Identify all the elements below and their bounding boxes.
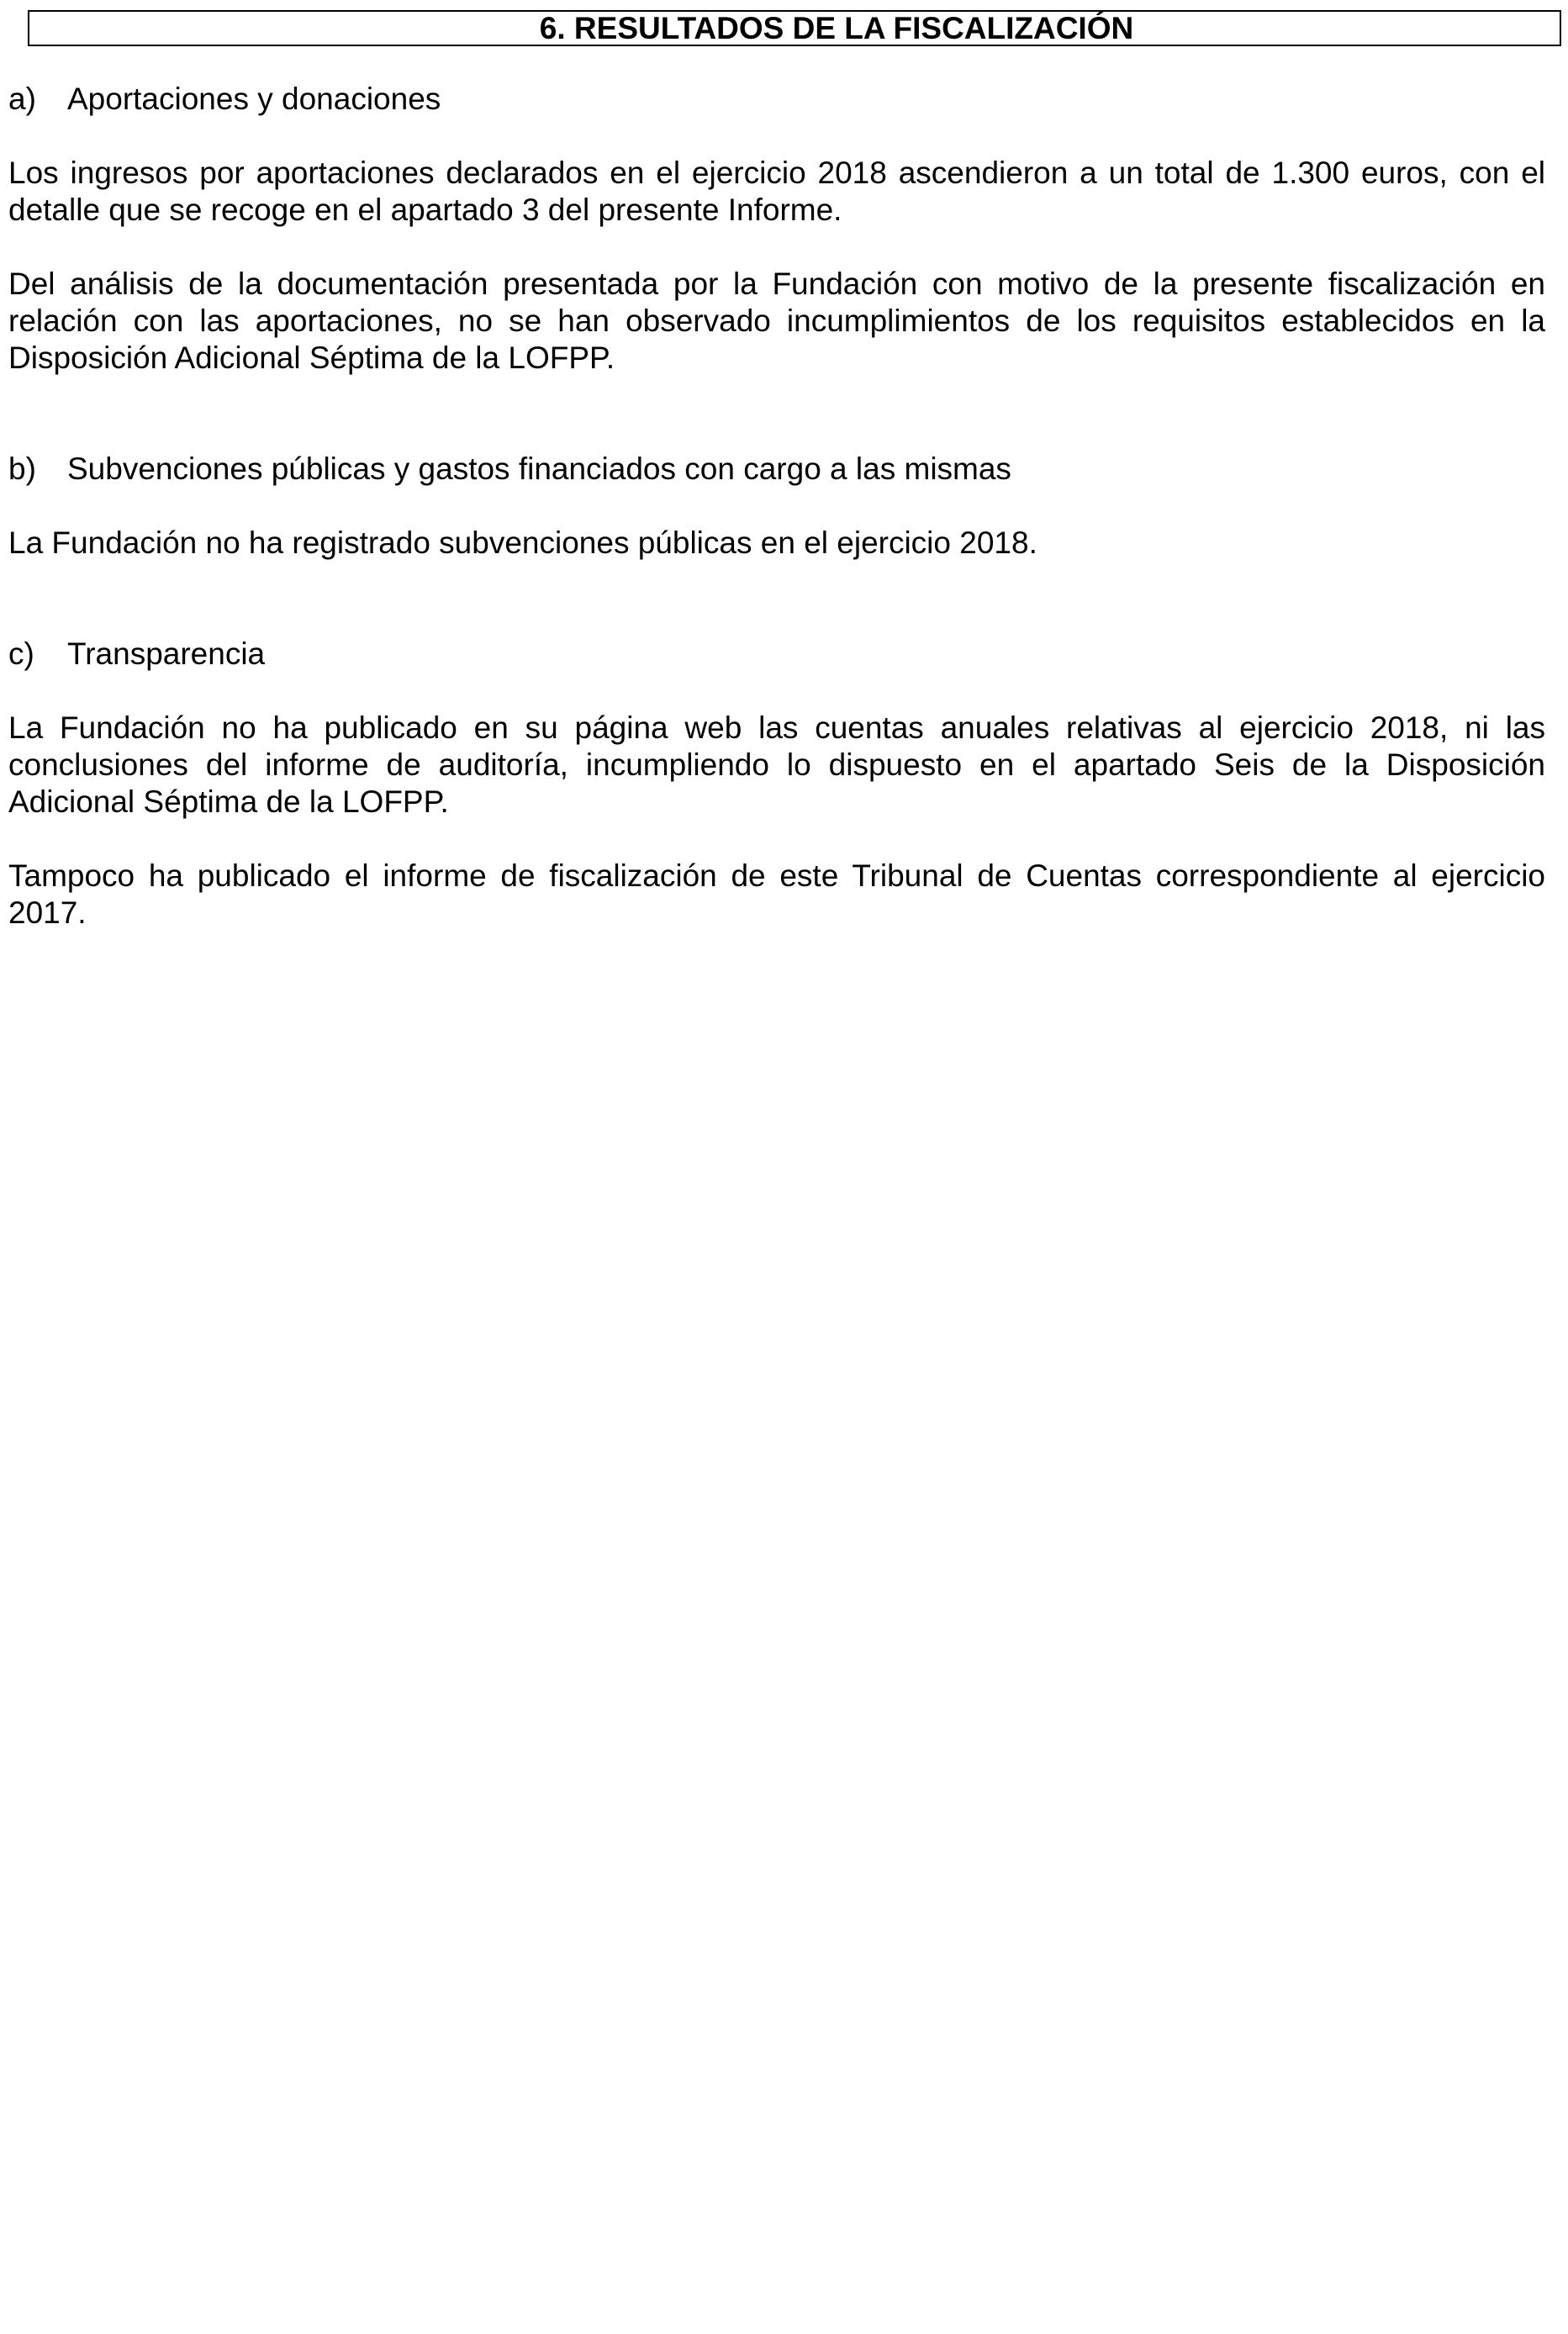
paragraph: Tampoco ha publicado el informe de fiscalización de este Tribunal de Cuentas correspondiente al ejercicio 2017. <box>8 858 1545 930</box>
document-body <box>8 81 1545 932</box>
paragraph: La Fundación no ha registrado subvenciones públicas en el ejercicio 2018. <box>8 525 1037 560</box>
subsection-marker: c) <box>8 636 34 671</box>
subsection-heading-a <box>8 81 1545 118</box>
subsection-title: Aportaciones y donaciones <box>67 82 441 116</box>
paragraph: Los ingresos por aportaciones declarados en el ejercicio 2018 ascendieron a un total de 1.300 euros, con el detalle que se recoge en el apartado 3 del presente Informe. <box>8 156 1545 227</box>
subsection-marker: b) <box>8 451 36 486</box>
section-title: 6. RESULTADOS DE LA FISCALIZACIÓN <box>539 11 1134 45</box>
section-header-box <box>28 10 1561 46</box>
subsection-heading-c <box>8 636 1545 673</box>
subsection-title: Transparencia <box>67 636 266 671</box>
paragraph: La Fundación no ha publicado en su página web las cuentas anuales relativas al ejercicio 2018, ni las conclusiones del informe de auditoría, incumpliendo lo dispuesto en el apartado Seis de la Disposición Adicional Séptima de la LOFPP. <box>8 710 1545 819</box>
subsection-title: Subvenciones públicas y gastos financiados con cargo a las mismas <box>67 451 1011 486</box>
paragraph: Del análisis de la documentación presentada por la Fundación con motivo de la presente fiscalización en relación con las aportaciones, no se han observado incumplimientos de los requisitos establecidos en la Disposición Adicional Séptima de la LOFPP. <box>8 267 1545 375</box>
subsection-marker: a) <box>8 82 36 116</box>
subsection-heading-b <box>8 451 1545 488</box>
